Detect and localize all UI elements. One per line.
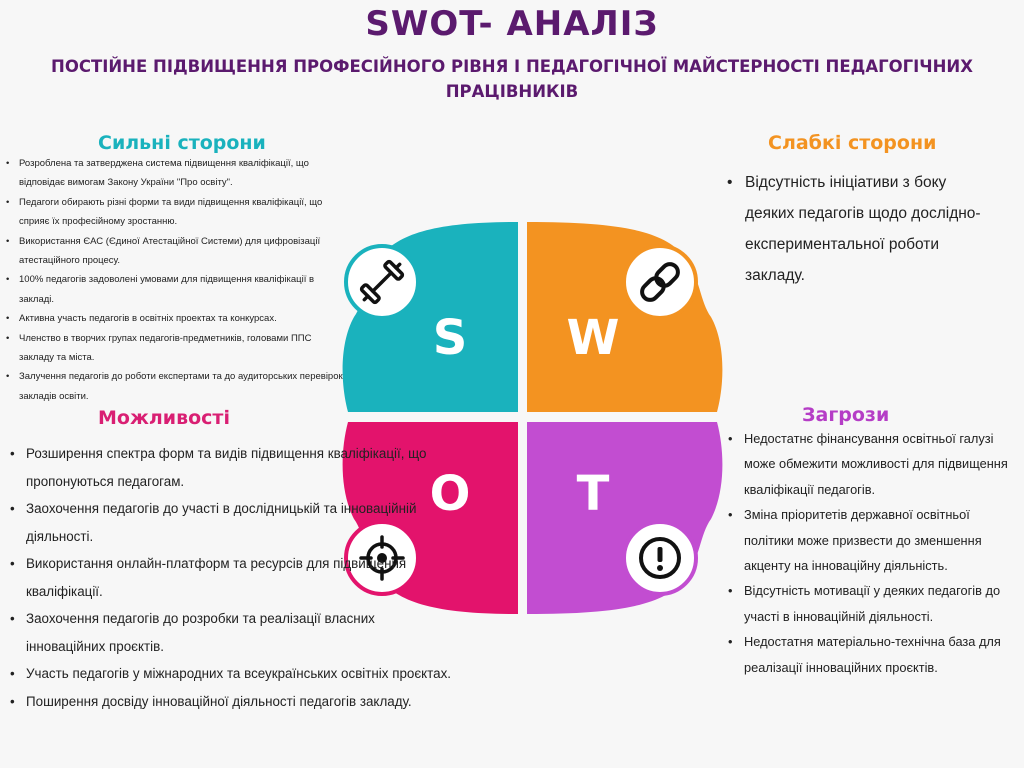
list-item: • Поширення досвіду інноваційної діяльності педагогів закладу.: [10, 688, 455, 716]
list-item: • Використання ЄАС (Єдиної Атестаційної Системи) для цифровізації атестаційного процесу.: [6, 232, 346, 271]
list-item: • Відсутність ініціативи з боку деяких педагогів щодо дослідно-експериментальної роботи закладу.: [727, 167, 997, 291]
list-item: • Залучення педагогів до роботи експертами та до аудиторських перевірок закладів освіти.: [6, 367, 346, 406]
link-icon: [629, 251, 691, 313]
page-subtitle: ПОСТІЙНЕ ПІДВИЩЕННЯ ПРОФЕСІЙНОГО РІВНЯ І ПЕДАГОГІЧНОЇ МАЙСТЕРНОСТІ ПЕДАГОГІЧНИХ ПРАЦІВНИКІВ: [51, 57, 973, 101]
dumbbell-icon: [351, 251, 413, 313]
strengths-letter: S: [432, 310, 468, 366]
list-item: • Членство в творчих групах педагогів-предметників, головами ППС закладу та міста.: [6, 329, 346, 368]
list-item: • Зміна пріоритетів державної освітньої політики може призвести до зменшення акценту на інноваційну діяльність.: [728, 502, 1008, 578]
strengths-list: [6, 154, 346, 406]
threats-list: [728, 426, 1008, 680]
list-item: • Недостатнє фінансування освітньої галузі може обмежити можливості для підвищення кваліфікації педагогів.: [728, 426, 1008, 502]
list-item: • Розширення спектра форм та видів підвищення кваліфікації, що пропонуються педагогам.: [10, 440, 455, 495]
threats-letter: T: [576, 466, 610, 522]
page-title: SWOT- АНАЛІЗ: [365, 4, 659, 44]
exclamation-icon: [629, 527, 691, 589]
opportunities-letter: O: [429, 466, 471, 522]
list-item: • Розроблена та затверджена система підвищення кваліфікації, що відповідає вимогам Закону України "Про освіту".: [6, 154, 346, 193]
threats-heading: Загрози: [802, 404, 890, 426]
list-item: • Участь педагогів у міжнародних та всеукраїнських освітніх проєктах.: [10, 660, 455, 688]
weaknesses-letter: W: [566, 310, 620, 366]
list-item: • Педагоги обирають різні форми та види підвищення кваліфікації, що сприяє їх професійному зростанню.: [6, 193, 346, 232]
list-item: • Недостатня матеріально-технічна база для реалізації інноваційних проєктів.: [728, 629, 1008, 680]
list-item: • Відсутність мотивації у деяких педагогів до участі в інноваційній діяльності.: [728, 578, 1008, 629]
list-item: • Використання онлайн-платформ та ресурсів для підвищення кваліфікації.: [10, 550, 455, 605]
weaknesses-heading: Слабкі сторони: [768, 132, 937, 154]
list-item: • Заохочення педагогів до розробки та реалізації власних інноваційних проєктів.: [10, 605, 455, 660]
weaknesses-list: [727, 167, 997, 291]
list-item: • Заохочення педагогів до участі в дослідницькій та інноваційній діяльності.: [10, 495, 455, 550]
opportunities-heading: Можливості: [98, 407, 230, 429]
opportunities-list: [10, 440, 455, 715]
list-item: • 100% педагогів задоволені умовами для підвищення кваліфікації в закладі.: [6, 270, 346, 309]
list-item: • Активна участь педагогів в освітніх проектах та конкурсах.: [6, 309, 346, 328]
strengths-heading: Сильні сторони: [98, 132, 266, 154]
